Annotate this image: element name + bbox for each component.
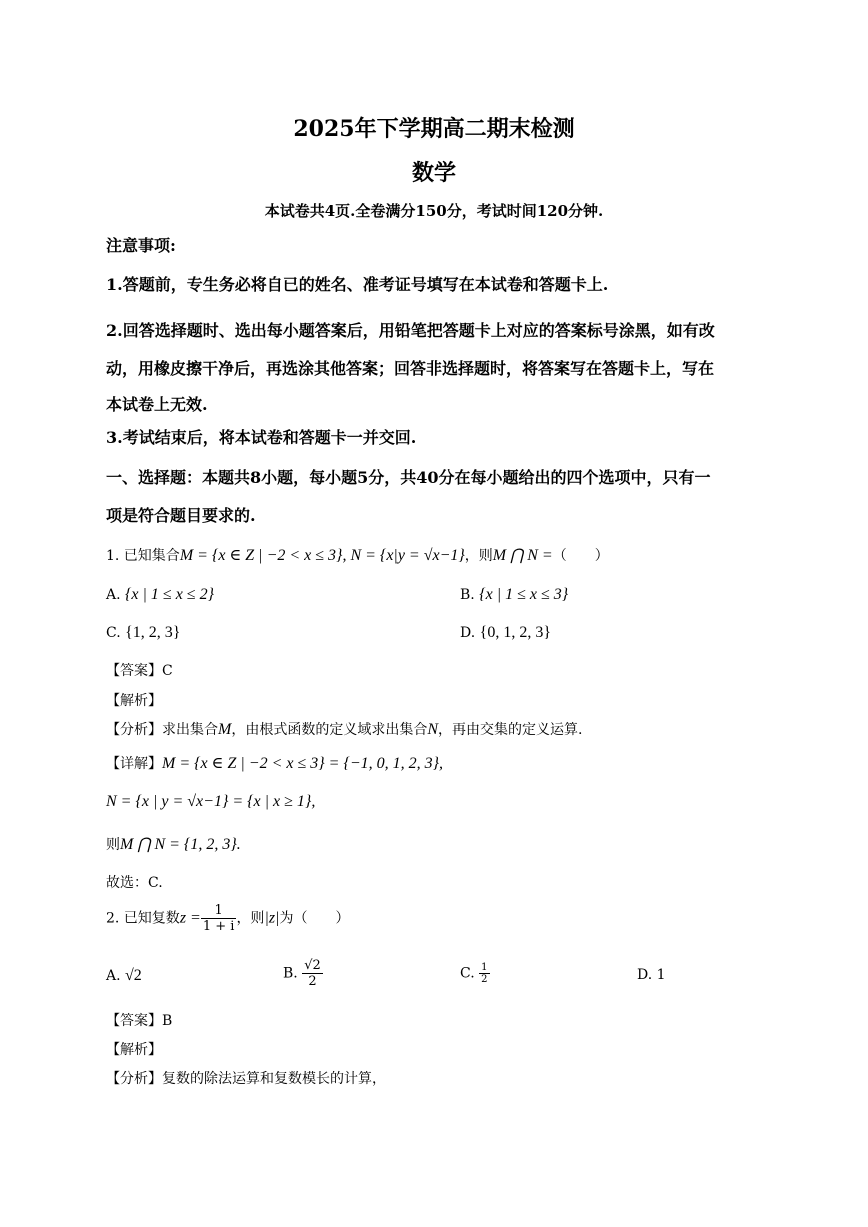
q2-option-b-fraction [302, 958, 323, 989]
q2-option-d [637, 967, 666, 983]
q1-fenxi-part-2: ，由根式函数的定义域求出集合 [231, 722, 428, 738]
page-title: 2025年下学期高二期末检测 [293, 116, 575, 142]
q2-option-b-numerator: √2 [304, 958, 321, 973]
q1-detail-2 [106, 793, 315, 811]
q1-option-a-text: {x | 1 ≤ x ≤ 2} [125, 586, 214, 603]
q1-fenxi-n: N [427, 721, 438, 738]
q2-option-d-label: D. [637, 967, 653, 983]
q2-z-eq: z = [179, 909, 201, 927]
q2-option-d-text: 1 [656, 967, 666, 983]
q2-option-c [460, 962, 490, 985]
q1-answer-tag: 【答案】 [106, 663, 162, 679]
note-2-line-1: 2.回答选择题时、选出每小题答案后，用铅笔把答题卡上对应的答案标号涂黑，如有改 [106, 321, 715, 340]
q1-option-d-label: D. [460, 625, 476, 641]
q1-fenxi-m: M [218, 721, 232, 738]
q2-answer-value: B [162, 1013, 173, 1029]
subject-title: 数学 [411, 160, 456, 186]
q1-option-b-text: {x | 1 ≤ x ≤ 3} [479, 586, 569, 603]
q2-abs-z: |z| [264, 909, 280, 927]
q2-option-c-denominator: 2 [481, 974, 488, 985]
q1-fenxi-part-1: 求出集合 [162, 722, 218, 738]
q2-fenxi-tag: 【分析】 [106, 1071, 162, 1087]
q2-stem-prefix: 2. 已知复数 [106, 910, 180, 927]
q1-option-d [460, 624, 551, 642]
q2-option-c-fraction [479, 962, 489, 985]
q2-fraction-numerator: 1 [201, 903, 237, 919]
q1-detail-3-prefix: 则 [106, 837, 120, 853]
exam-intro: 本试卷共4页.全卷满分150分，考试时间120分钟. [264, 202, 604, 220]
q2-option-c-label: C. [460, 965, 475, 982]
q1-choose: 故选：C. [106, 875, 163, 891]
q1-analysis-tag: 【解析】 [106, 693, 162, 709]
q2-fenxi [106, 1068, 386, 1088]
q1-intersection: M ⋂ N = [492, 547, 553, 564]
q1-detail-1 [106, 753, 443, 773]
q2-option-b-denominator: 2 [308, 974, 317, 989]
q1-option-a-label: A. [106, 587, 121, 603]
q2-option-b [283, 958, 323, 989]
q1-stem-suffix: ，则 [464, 548, 493, 564]
q2-option-b-label: B. [283, 965, 298, 982]
note-2-line-2: 动，用橡皮擦干净后，再选涂其他答案；回答非选择题时，将答案写在答题卡上，写在 [106, 359, 715, 378]
q2-option-a-text: √2 [125, 967, 142, 984]
q1-paren: （ ） [552, 548, 609, 564]
q1-option-b-label: B. [460, 587, 475, 603]
q1-detail-1-text: M = {x ∈ Z | −2 < x ≤ 3} = {−1, 0, 1, 2, 3}, [162, 755, 444, 772]
q2-stem-suffix: 为（ ） [279, 910, 350, 927]
q2-option-a [106, 967, 142, 985]
q1-option-c-text: {1, 2, 3} [125, 624, 181, 641]
q1-option-a [106, 586, 214, 604]
q2-option-a-label: A. [106, 968, 121, 984]
q1-fenxi-part-3: ，再由交集的定义运算. [438, 722, 583, 738]
note-3: 3.考试结束后，将本试卷和答题卡一并交回. [106, 428, 417, 447]
q1-set-definition: M = {x ∈ Z | −2 < x ≤ 3}, N = {x|y = √x−1} [179, 547, 465, 564]
q1-fenxi [106, 719, 582, 739]
q1-detail-2-text: N = {x | y = √x−1} = {x | x ≥ 1}, [106, 793, 316, 810]
q1-option-b [460, 586, 568, 604]
q1-answer-value: C [162, 663, 173, 679]
q1-detail-3 [106, 834, 241, 854]
q2-answer [106, 1010, 172, 1030]
q1-fenxi-tag: 【分析】 [106, 722, 162, 738]
q1-detail-tag: 【详解】 [106, 756, 162, 772]
question-2-stem [106, 903, 349, 934]
q2-analysis-tag: 【解析】 [106, 1042, 162, 1058]
q2-option-c-numerator: 1 [481, 962, 488, 973]
question-1-stem [106, 545, 609, 565]
notes-heading: 注意事项: [106, 236, 176, 255]
q2-fraction-denominator: 1 + i [202, 919, 235, 934]
q2-stem-mid: ，则 [236, 910, 265, 927]
q2-fenxi-text: 复数的除法运算和复数模长的计算， [162, 1071, 386, 1087]
section-1-line-2: 项是符合题目要求的. [106, 506, 256, 525]
note-2-line-3: 本试卷上无效. [106, 395, 208, 414]
note-1: 1.答题前，专生务必将自已的姓名、准考证号填写在本试卷和答题卡上. [106, 275, 609, 294]
q1-detail-3-text: M ⋂ N = {1, 2, 3}. [120, 836, 241, 853]
section-1-line-1: 一、选择题：本题共8小题，每小题5分，共40分在每小题给出的四个选项中，只有一 [106, 468, 711, 487]
q2-answer-tag: 【答案】 [106, 1013, 162, 1029]
q1-stem-prefix: 1. 已知集合 [106, 548, 180, 564]
q1-option-c [106, 624, 180, 642]
q2-fraction [201, 903, 237, 934]
q1-option-c-label: C. [106, 625, 121, 641]
q1-answer [106, 660, 173, 680]
q1-option-d-text: {0, 1, 2, 3} [479, 624, 551, 641]
